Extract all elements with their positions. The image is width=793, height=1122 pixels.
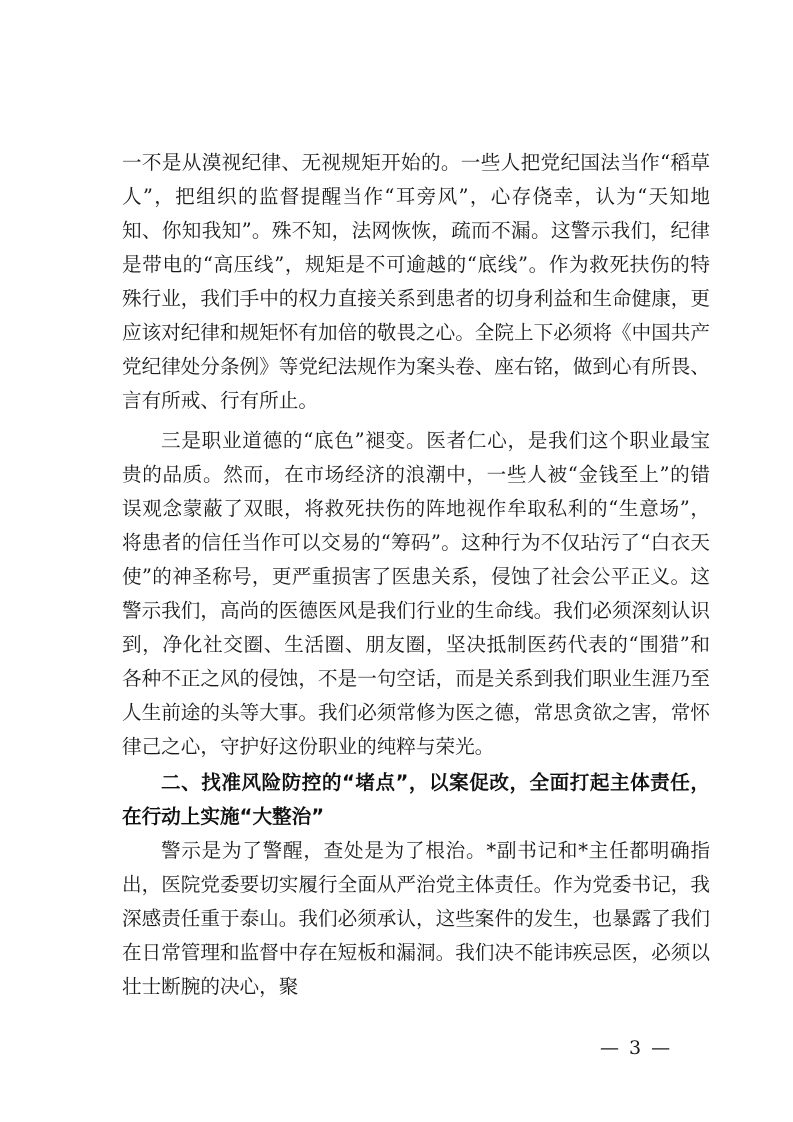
section-heading: 二、找准风险防控的“堵点”，以案促改，全面打起主体责任，在行动上实施“大整治” (122, 771, 710, 828)
page-number: — 3 — (600, 1037, 673, 1059)
paragraph-professional-ethics: 三是职业道德的“底色”褪变。医者仁心，是我们这个职业最宝贵的品质。然而，在市场经济的浪潮中，一些人被“金钱至上”的错误观念蒙蔽了双眼，将救死扶伤的阵地视作牟取私利的“生意场”，将患者的信任当作可以交易的“筹码”。这种行为不仅玷污了“白衣天使”的神圣称号，更严重损害了医患关系，侵蚀了社会公平正义。这警示我们，高尚的医德医风是我们行业的生命线。我们必须深刻认识到，净化社交圈、生活圈、朋友圈，坚决抵制医药代表的“围猎”和各种不正之风的侵蚀，不是一句空话，而是关系到我们职业生涯乃至人生前途的头等大事。我们必须常修为医之德，常思贪欲之害，常怀律己之心，守护好这份职业的纯粹与荣光。 (122, 429, 710, 758)
paragraph-discipline: 一不是从漠视纪律、无视规矩开始的。一些人把党纪国法当作“稻草人”，把组织的监督提醒当作“耳旁风”，心存侥幸，认为“天知地知、你知我知”。殊不知，法网恢恢，疏而不漏。这警示我们，纪律是带电的“高压线”，规矩是不可逾越的“底线”。作为救死扶伤的特殊行业，我们手中的权力直接关系到患者的切身利益和生命健康，更应该对纪律和规矩怀有加倍的敬畏之心。全院上下必须将《中国共产党纪律处分条例》等党纪法规作为案头卷、座右铭，做到心有所畏、言有所戒、行有所止。 (122, 151, 710, 412)
paragraph-rectification: 警示是为了警醒，查处是为了根治。*副书记和*主任都明确指出，医院党委要切实履行全面从严治党主体责任。作为党委书记，我深感责任重于泰山。我们必须承认，这些案件的发生，也暴露了我们在日常管理和监督中存在短板和漏洞。我们决不能讳疾忌医，必须以壮士断腕的决心，聚 (122, 839, 710, 998)
body-text (122, 146, 710, 1004)
